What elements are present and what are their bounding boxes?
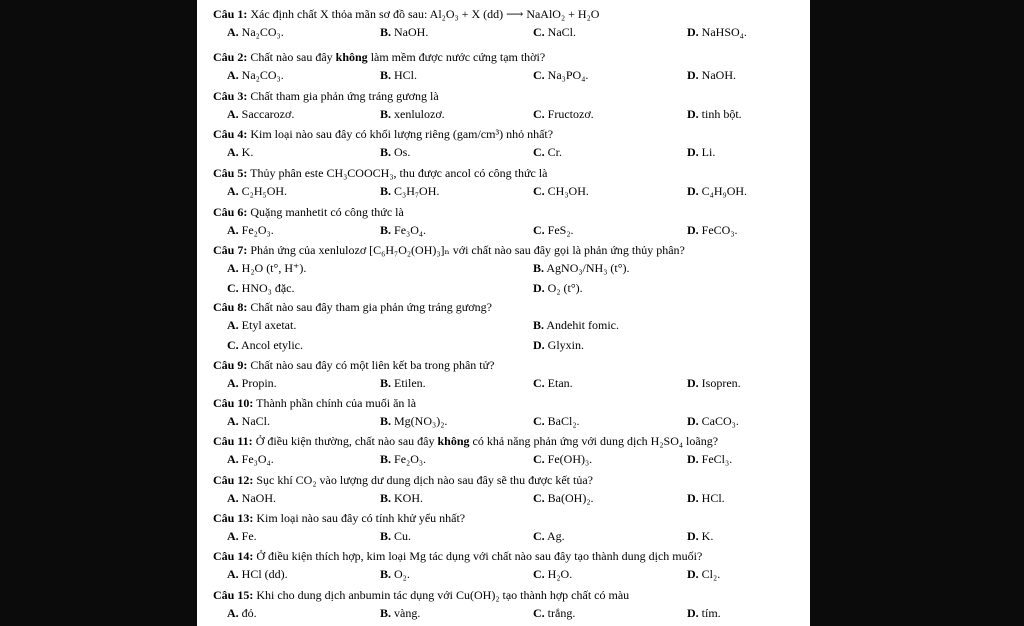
- option-letter: A.: [227, 414, 239, 428]
- option-text: NaOH.: [701, 68, 736, 82]
- option-text: CH₃OH.: [547, 184, 589, 198]
- question-number: Câu 12:: [213, 473, 254, 487]
- option-letter: C.: [533, 606, 545, 620]
- question-stem: Ở điều kiện thích hợp, kim loại Mg tác dụng với chất nào sau đây tạo thành dung dịch muối?: [256, 549, 703, 563]
- question-stem: Thủy phân este CH₃COOCH₃, thu được ancol có công thức là: [250, 166, 548, 180]
- option-text: Na₂CO₃.: [241, 25, 284, 39]
- option-text: HCl (dd).: [241, 567, 288, 581]
- option-text: HCl.: [701, 491, 725, 505]
- question-number: Câu 7:: [213, 243, 248, 257]
- option-text: vàng.: [394, 606, 421, 620]
- answer-option[interactable]: [533, 376, 573, 390]
- question-stem: Chất nào sau đây có một liên kết ba trong phân tử?: [250, 358, 495, 372]
- option-text: BaCl₂.: [547, 414, 580, 428]
- question-number: Câu 1:: [213, 7, 248, 21]
- option-letter: D.: [687, 107, 699, 121]
- option-letter: B.: [533, 318, 545, 332]
- option-text: Fe.: [241, 529, 257, 543]
- question-number: Câu 11:: [213, 434, 253, 448]
- option-letter: C.: [533, 68, 545, 82]
- option-letter: B.: [380, 223, 392, 237]
- option-text: Fe₂O₃.: [241, 223, 274, 237]
- option-text: FeCO₃.: [701, 223, 738, 237]
- option-text: Saccarozơ.: [241, 107, 295, 121]
- option-text: Fe₃O₄.: [241, 452, 274, 466]
- option-text: CaCO₃.: [701, 414, 739, 428]
- option-letter: B.: [380, 452, 392, 466]
- option-text: tím.: [701, 606, 721, 620]
- question-number: Câu 14:: [213, 549, 254, 563]
- question-text: [213, 205, 404, 219]
- answer-option[interactable]: [687, 184, 747, 198]
- option-letter: D.: [687, 376, 699, 390]
- answer-option[interactable]: [227, 184, 287, 198]
- option-text: O₂.: [394, 567, 410, 581]
- option-letter: D.: [687, 567, 699, 581]
- option-letter: A.: [227, 184, 239, 198]
- question-text: [213, 50, 545, 64]
- answer-option[interactable]: [380, 223, 426, 237]
- option-letter: A.: [227, 145, 239, 159]
- option-text: Glyxin.: [547, 338, 585, 352]
- option-text: NaCl.: [547, 25, 577, 39]
- answer-option[interactable]: [533, 261, 630, 275]
- answer-option[interactable]: [227, 414, 270, 428]
- document-page: [197, 0, 810, 626]
- question-stem: Quặng manhetit có công thức là: [250, 205, 404, 219]
- option-letter: C.: [227, 338, 239, 352]
- question-stem: Chất tham gia phản ứng tráng gương là: [250, 89, 439, 103]
- answer-option[interactable]: [687, 223, 738, 237]
- option-letter: B.: [380, 567, 392, 581]
- answer-option[interactable]: [380, 107, 445, 121]
- answer-option[interactable]: [533, 567, 572, 581]
- question-number: Câu 8:: [213, 300, 248, 314]
- option-text: Mg(NO₃)₂.: [394, 414, 448, 428]
- option-text: KOH.: [394, 491, 424, 505]
- option-text: Isopren.: [701, 376, 741, 390]
- option-text: H₂O.: [547, 567, 573, 581]
- option-letter: D.: [687, 184, 699, 198]
- option-letter: B.: [380, 529, 392, 543]
- answer-option[interactable]: [227, 145, 253, 159]
- option-text: C₂H₅OH.: [241, 184, 288, 198]
- option-letter: B.: [380, 184, 392, 198]
- answer-option[interactable]: [687, 68, 736, 82]
- answer-option[interactable]: [687, 145, 715, 159]
- question-number: Câu 2:: [213, 50, 248, 64]
- question-stem: Kim loại nào sau đây có tính khử yếu nhất?: [256, 511, 466, 525]
- question-text: [213, 588, 629, 602]
- option-text: Na₃PO₄.: [547, 68, 589, 82]
- question-number: Câu 4:: [213, 127, 248, 141]
- option-text: Fe₃O₄.: [394, 223, 427, 237]
- answer-option[interactable]: [380, 25, 428, 39]
- option-text: FeCl₃.: [701, 452, 733, 466]
- answer-option[interactable]: [227, 567, 288, 581]
- question-text: [213, 549, 702, 563]
- answer-option[interactable]: [533, 452, 592, 466]
- option-text: Propin.: [241, 376, 277, 390]
- question-stem-emphasis: không: [437, 434, 470, 448]
- option-letter: B.: [380, 606, 392, 620]
- option-text: K.: [241, 145, 254, 159]
- answer-option[interactable]: [533, 491, 594, 505]
- option-letter: A.: [227, 491, 239, 505]
- option-text: tinh bột.: [701, 107, 742, 121]
- question-number: Câu 13:: [213, 511, 254, 525]
- option-text: Os.: [394, 145, 411, 159]
- question-stem: Khi cho dung dịch anbumin tác dụng với Cu(OH)₂ tạo thành hợp chất có màu: [256, 588, 630, 602]
- answer-option[interactable]: [533, 184, 589, 198]
- answer-option[interactable]: [687, 25, 747, 39]
- option-text: xenlulozơ.: [394, 107, 445, 121]
- question-stem: Thành phần chính của muối ăn là: [256, 396, 417, 410]
- option-letter: D.: [687, 223, 699, 237]
- option-letter: A.: [227, 25, 239, 39]
- option-letter: C.: [533, 491, 545, 505]
- option-text: NaCl.: [241, 414, 271, 428]
- question-text: [213, 473, 593, 487]
- answer-option[interactable]: [687, 567, 720, 581]
- answer-option[interactable]: [687, 414, 739, 428]
- answer-option[interactable]: [533, 68, 588, 82]
- question-text: [213, 434, 718, 448]
- option-text: Ba(OH)₂.: [547, 491, 594, 505]
- option-text: NaOH.: [241, 491, 276, 505]
- option-letter: B.: [380, 25, 392, 39]
- option-letter: A.: [227, 529, 239, 543]
- question-text: [213, 358, 494, 372]
- option-text: Andehit fomic.: [546, 318, 620, 332]
- question-stem-start: Chất nào sau đây: [250, 50, 336, 64]
- option-letter: C.: [533, 223, 545, 237]
- option-letter: D.: [687, 25, 699, 39]
- option-letter: B.: [380, 376, 392, 390]
- answer-option[interactable]: [227, 529, 257, 543]
- answer-option[interactable]: [533, 107, 594, 121]
- question-text: [213, 243, 685, 257]
- option-text: trắng.: [547, 606, 576, 620]
- answer-option[interactable]: [380, 606, 420, 620]
- option-letter: D.: [687, 68, 699, 82]
- option-letter: C.: [533, 414, 545, 428]
- option-letter: D.: [687, 414, 699, 428]
- answer-option[interactable]: [533, 25, 576, 39]
- option-text: FeS₂.: [547, 223, 574, 237]
- question-stem: Sục khí CO₂ vào lượng dư dung dịch nào sau đây sẽ thu được kết tủa?: [256, 473, 594, 487]
- question-stem-end: có khả năng phản ứng với dung dịch H₂SO₄ loãng?: [469, 434, 719, 448]
- question-text: [213, 7, 599, 21]
- option-letter: A.: [227, 223, 239, 237]
- question-text: [213, 89, 439, 103]
- option-text: Cu.: [394, 529, 412, 543]
- option-letter: C.: [533, 452, 545, 466]
- option-letter: B.: [380, 107, 392, 121]
- answer-option[interactable]: [227, 107, 294, 121]
- answer-option[interactable]: [380, 145, 410, 159]
- answer-option[interactable]: [227, 338, 303, 352]
- answer-option[interactable]: [533, 529, 565, 543]
- option-letter: A.: [227, 376, 239, 390]
- answer-option[interactable]: [687, 107, 742, 121]
- answer-option[interactable]: [227, 25, 284, 39]
- answer-option[interactable]: [227, 606, 257, 620]
- question-text: [213, 300, 492, 314]
- option-letter: C.: [533, 145, 545, 159]
- option-text: Etyl axetat.: [241, 318, 297, 332]
- option-text: H₂O (t°, H⁺).: [241, 261, 307, 275]
- option-letter: A.: [227, 318, 239, 332]
- question-stem-emphasis: không: [335, 50, 368, 64]
- option-letter: A.: [227, 452, 239, 466]
- answer-option[interactable]: [227, 281, 295, 295]
- option-letter: D.: [687, 606, 699, 620]
- option-text: Etilen.: [394, 376, 426, 390]
- option-text: NaOH.: [394, 25, 429, 39]
- answer-option[interactable]: [533, 281, 583, 295]
- option-text: C₄H₉OH.: [701, 184, 748, 198]
- option-letter: B.: [380, 145, 392, 159]
- answer-option[interactable]: [380, 491, 423, 505]
- option-letter: C.: [533, 25, 545, 39]
- answer-option[interactable]: [227, 68, 284, 82]
- option-text: HNO₃ đặc.: [241, 281, 295, 295]
- question-number: Câu 6:: [213, 205, 248, 219]
- option-text: Fe(OH)₃.: [547, 452, 593, 466]
- option-letter: C.: [533, 184, 545, 198]
- answer-option[interactable]: [380, 184, 439, 198]
- option-text: AgNO₃/NH₃ (t°).: [546, 261, 630, 275]
- answer-option[interactable]: [227, 491, 276, 505]
- option-letter: A.: [227, 606, 239, 620]
- option-text: Ag.: [547, 529, 565, 543]
- answer-option[interactable]: [533, 606, 575, 620]
- question-number: Câu 15:: [213, 588, 254, 602]
- answer-option[interactable]: [380, 529, 411, 543]
- answer-option[interactable]: [227, 376, 277, 390]
- option-text: K.: [701, 529, 714, 543]
- answer-option[interactable]: [227, 318, 296, 332]
- question-stem: Xác định chất X thỏa mãn sơ đồ sau: Al₂O₃ + X (dd) ⟶ NaAlO₂ + H₂O: [250, 7, 600, 21]
- option-text: Ancol etylic.: [241, 338, 303, 352]
- option-text: O₂ (t°).: [547, 281, 583, 295]
- option-text: C₃H₇OH.: [394, 184, 440, 198]
- answer-option[interactable]: [380, 452, 426, 466]
- answer-option[interactable]: [687, 529, 713, 543]
- question-number: Câu 9:: [213, 358, 248, 372]
- question-number: Câu 10:: [213, 396, 254, 410]
- question-text: [213, 127, 553, 141]
- option-letter: C.: [533, 567, 545, 581]
- answer-option[interactable]: [227, 452, 274, 466]
- option-letter: D.: [687, 452, 699, 466]
- question-stem-end: làm mềm được nước cứng tạm thời?: [367, 50, 546, 64]
- answer-option[interactable]: [380, 567, 410, 581]
- answer-option[interactable]: [533, 145, 562, 159]
- answer-option[interactable]: [687, 491, 725, 505]
- option-text: HCl.: [394, 68, 418, 82]
- option-letter: D.: [687, 529, 699, 543]
- option-text: Li.: [701, 145, 716, 159]
- option-letter: B.: [380, 68, 392, 82]
- answer-option[interactable]: [687, 376, 741, 390]
- answer-option[interactable]: [687, 452, 732, 466]
- option-letter: D.: [533, 338, 545, 352]
- option-text: NaHSO₄.: [701, 25, 747, 39]
- option-letter: A.: [227, 261, 239, 275]
- question-text: [213, 511, 465, 525]
- answer-option[interactable]: [227, 223, 274, 237]
- option-text: Cr.: [547, 145, 563, 159]
- option-letter: C.: [533, 107, 545, 121]
- option-letter: A.: [227, 567, 239, 581]
- question-stem: Chất nào sau đây tham gia phản ứng tráng gương?: [250, 300, 492, 314]
- option-text: Fe₂O₃.: [394, 452, 427, 466]
- option-text: Na₂CO₃.: [241, 68, 284, 82]
- option-letter: D.: [533, 281, 545, 295]
- option-letter: A.: [227, 107, 239, 121]
- question-text: [213, 166, 547, 180]
- option-text: Fructozơ.: [547, 107, 594, 121]
- option-letter: C.: [533, 376, 545, 390]
- option-letter: D.: [687, 491, 699, 505]
- option-letter: D.: [687, 145, 699, 159]
- option-text: Etan.: [547, 376, 573, 390]
- question-stem: Kim loại nào sau đây có khối lượng riêng (gam/cm³) nhỏ nhất?: [250, 127, 554, 141]
- answer-option[interactable]: [380, 68, 417, 82]
- answer-option[interactable]: [227, 261, 306, 275]
- question-stem: Phản ứng của xenlulozơ [C₆H₇O₂(OH)₃]ₙ với chất nào sau đây gọi là phản ứng thủy phân?: [250, 243, 685, 257]
- answer-option[interactable]: [533, 338, 584, 352]
- option-letter: A.: [227, 68, 239, 82]
- answer-option[interactable]: [533, 223, 574, 237]
- question-number: Câu 3:: [213, 89, 248, 103]
- answer-option[interactable]: [687, 606, 721, 620]
- answer-option[interactable]: [533, 318, 619, 332]
- option-letter: B.: [380, 491, 392, 505]
- question-number: Câu 5:: [213, 166, 248, 180]
- question-stem-start: Ở điều kiện thường, chất nào sau đây: [255, 434, 438, 448]
- question-text: [213, 396, 416, 410]
- answer-option[interactable]: [380, 376, 426, 390]
- option-letter: B.: [380, 414, 392, 428]
- answer-option[interactable]: [533, 414, 580, 428]
- answer-option[interactable]: [380, 414, 447, 428]
- option-text: Cl₂.: [701, 567, 721, 581]
- option-letter: B.: [533, 261, 545, 275]
- option-text: đỏ.: [241, 606, 257, 620]
- option-letter: C.: [227, 281, 239, 295]
- option-letter: C.: [533, 529, 545, 543]
